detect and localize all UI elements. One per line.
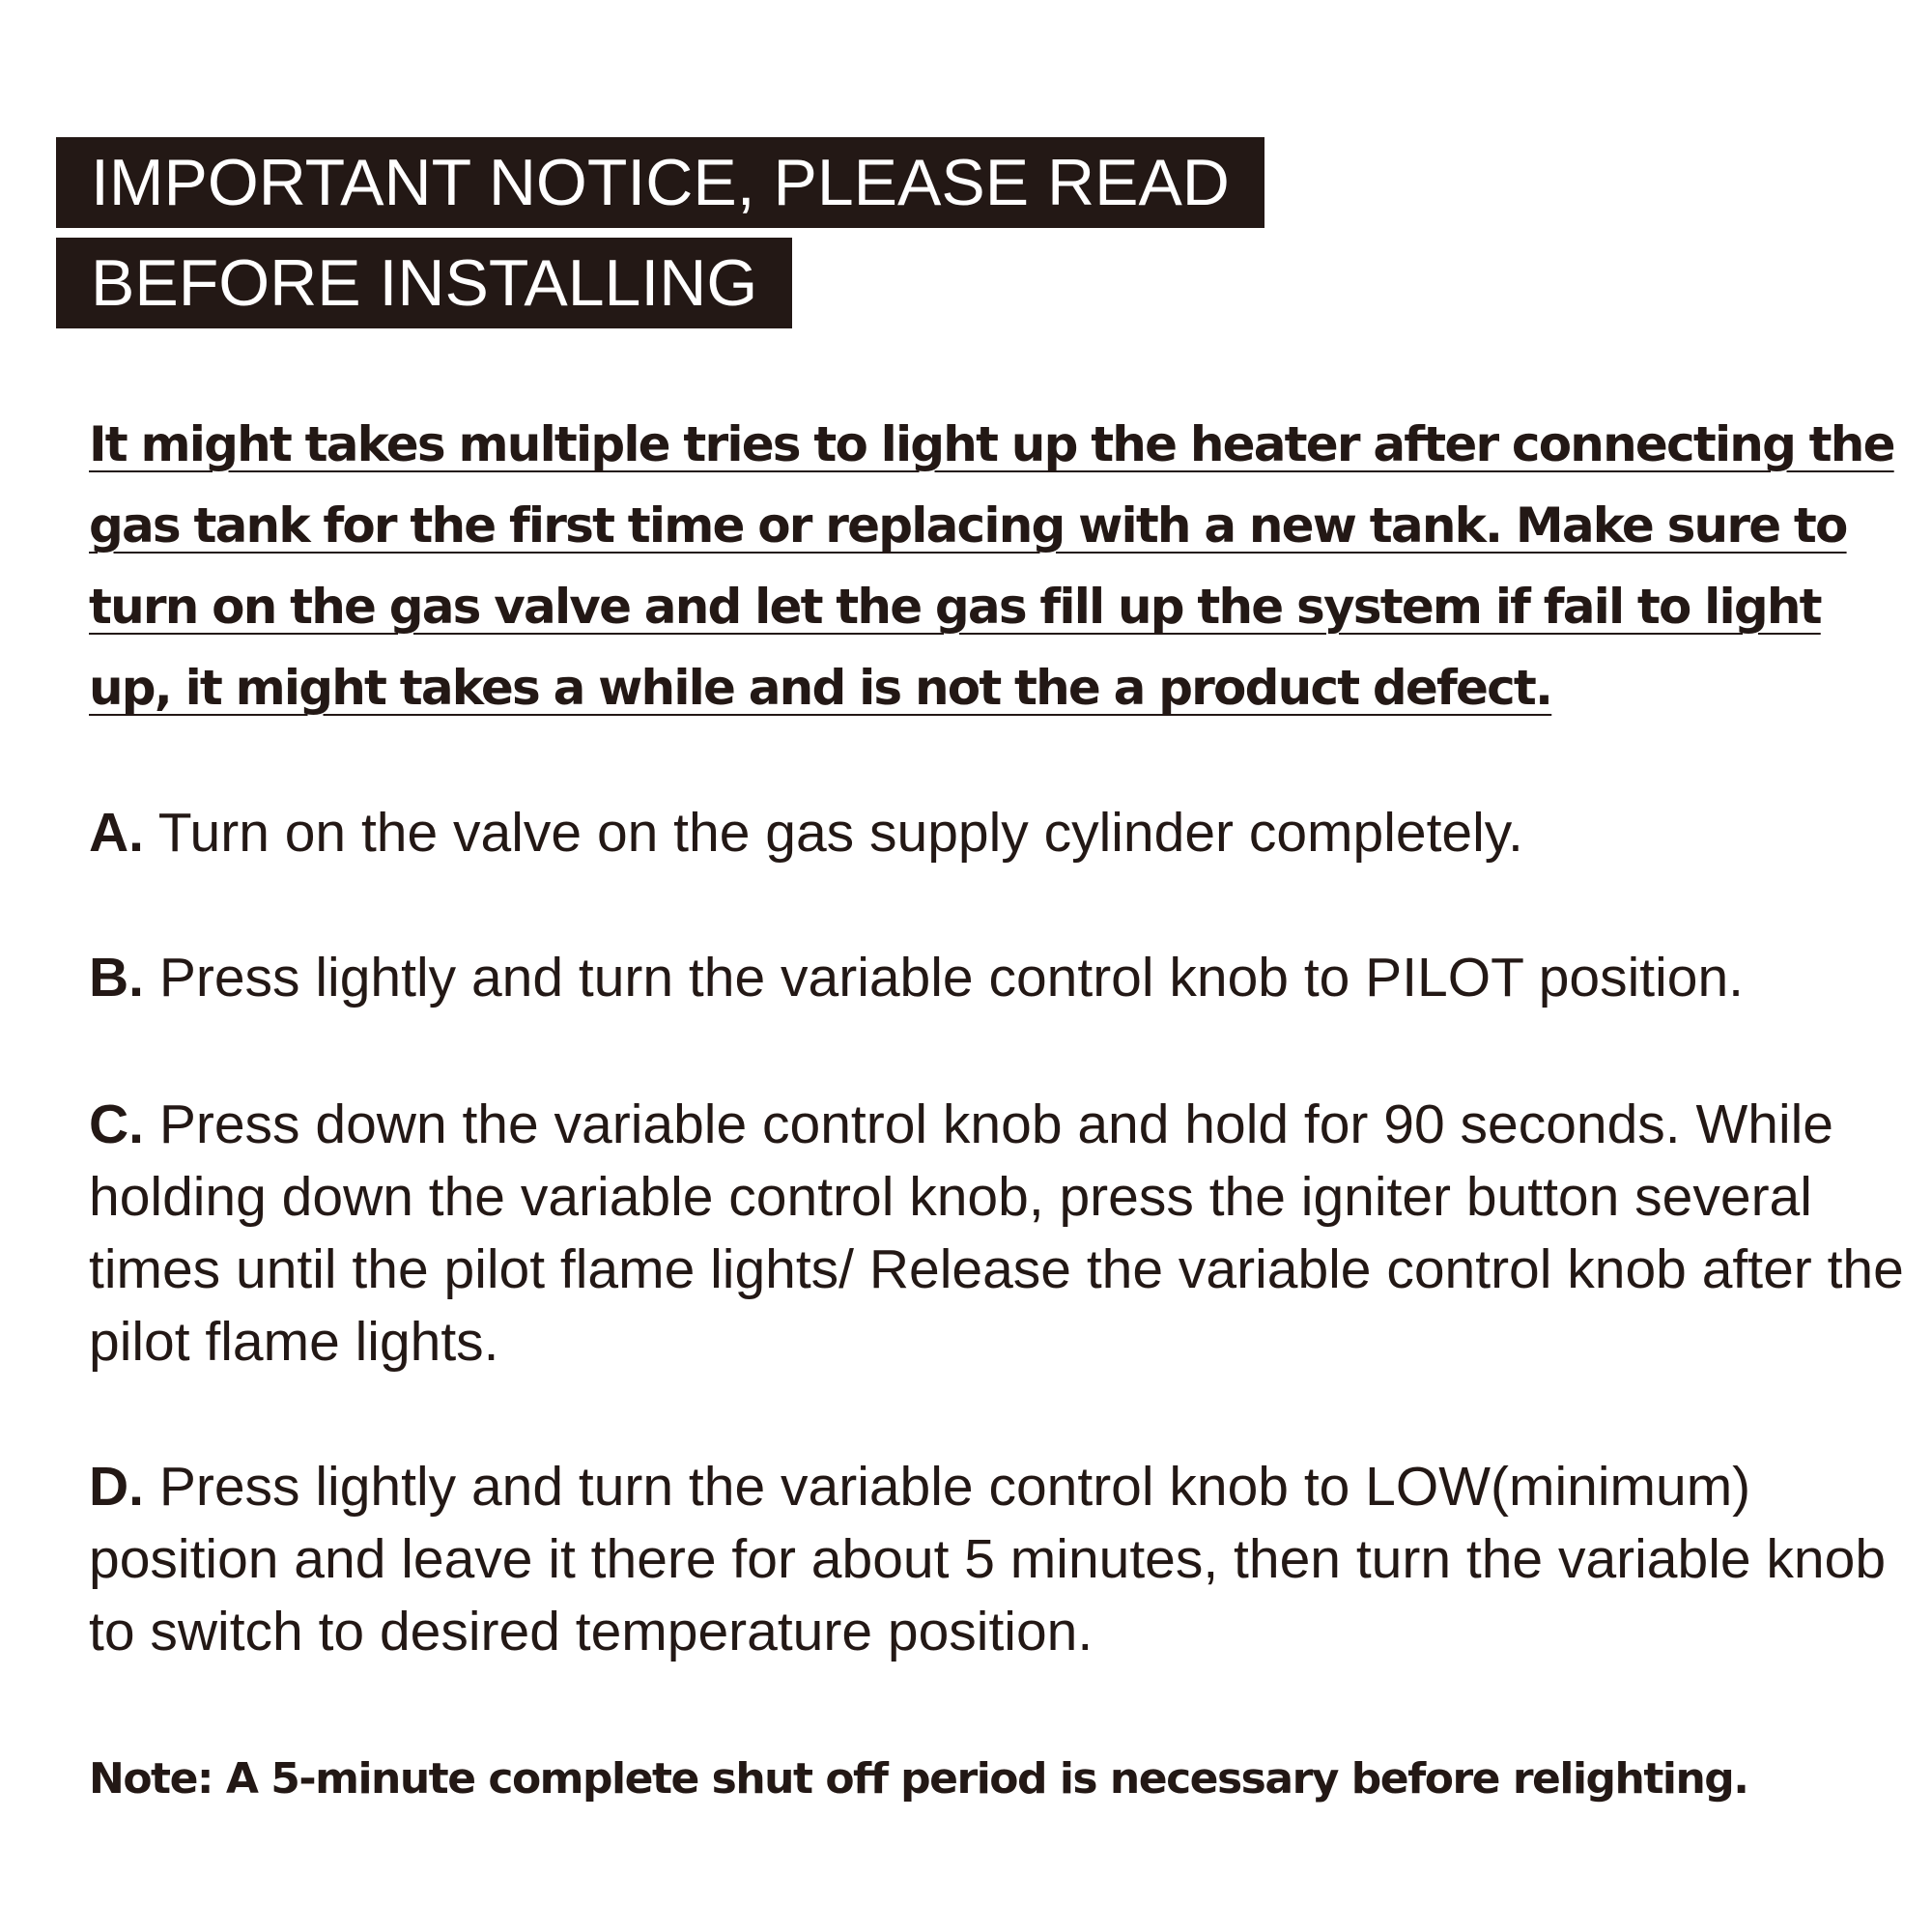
step-c-text: Press down the variable control knob and hold for 90 seconds. While holding down the variable control knob, press the igniter button several times until the pilot flame lights/ Release the variable control knob after the pilot flame lights. (89, 1094, 1904, 1373)
step-a-letter: A. (89, 802, 144, 864)
instruction-step-a (89, 797, 1905, 869)
relighting-note: Note: A 5-minute complete shut off period is necessary before relighting. (89, 1754, 1748, 1804)
instruction-step-c (89, 1089, 1905, 1378)
step-c-letter: C. (89, 1094, 144, 1155)
instruction-step-b (89, 942, 1905, 1014)
notice-title-line-1: IMPORTANT NOTICE, PLEASE READ (56, 137, 1264, 228)
step-b-letter: B. (89, 947, 144, 1009)
instruction-step-d (89, 1451, 1905, 1668)
step-b-text: Press lightly and turn the variable control knob to PILOT position. (144, 947, 1745, 1009)
notice-title-line-2: BEFORE INSTALLING (56, 238, 792, 328)
warning-paragraph: It might takes multiple tries to light up the heater after connecting the gas tank for the first time or replacing with a new tank. Make sure to turn on the gas valve and let the gas fill up the system if fail to light up, it might takes a while and is not the a product defect. (89, 416, 1894, 716)
step-a-text: Turn on the valve on the gas supply cylinder completely. (144, 802, 1523, 864)
step-d-letter: D. (89, 1456, 144, 1518)
step-d-text: Press lightly and turn the variable control knob to LOW(minimum) position and leave it there for about 5 minutes, then turn the variable knob to switch to desired temperature position. (89, 1456, 1887, 1662)
